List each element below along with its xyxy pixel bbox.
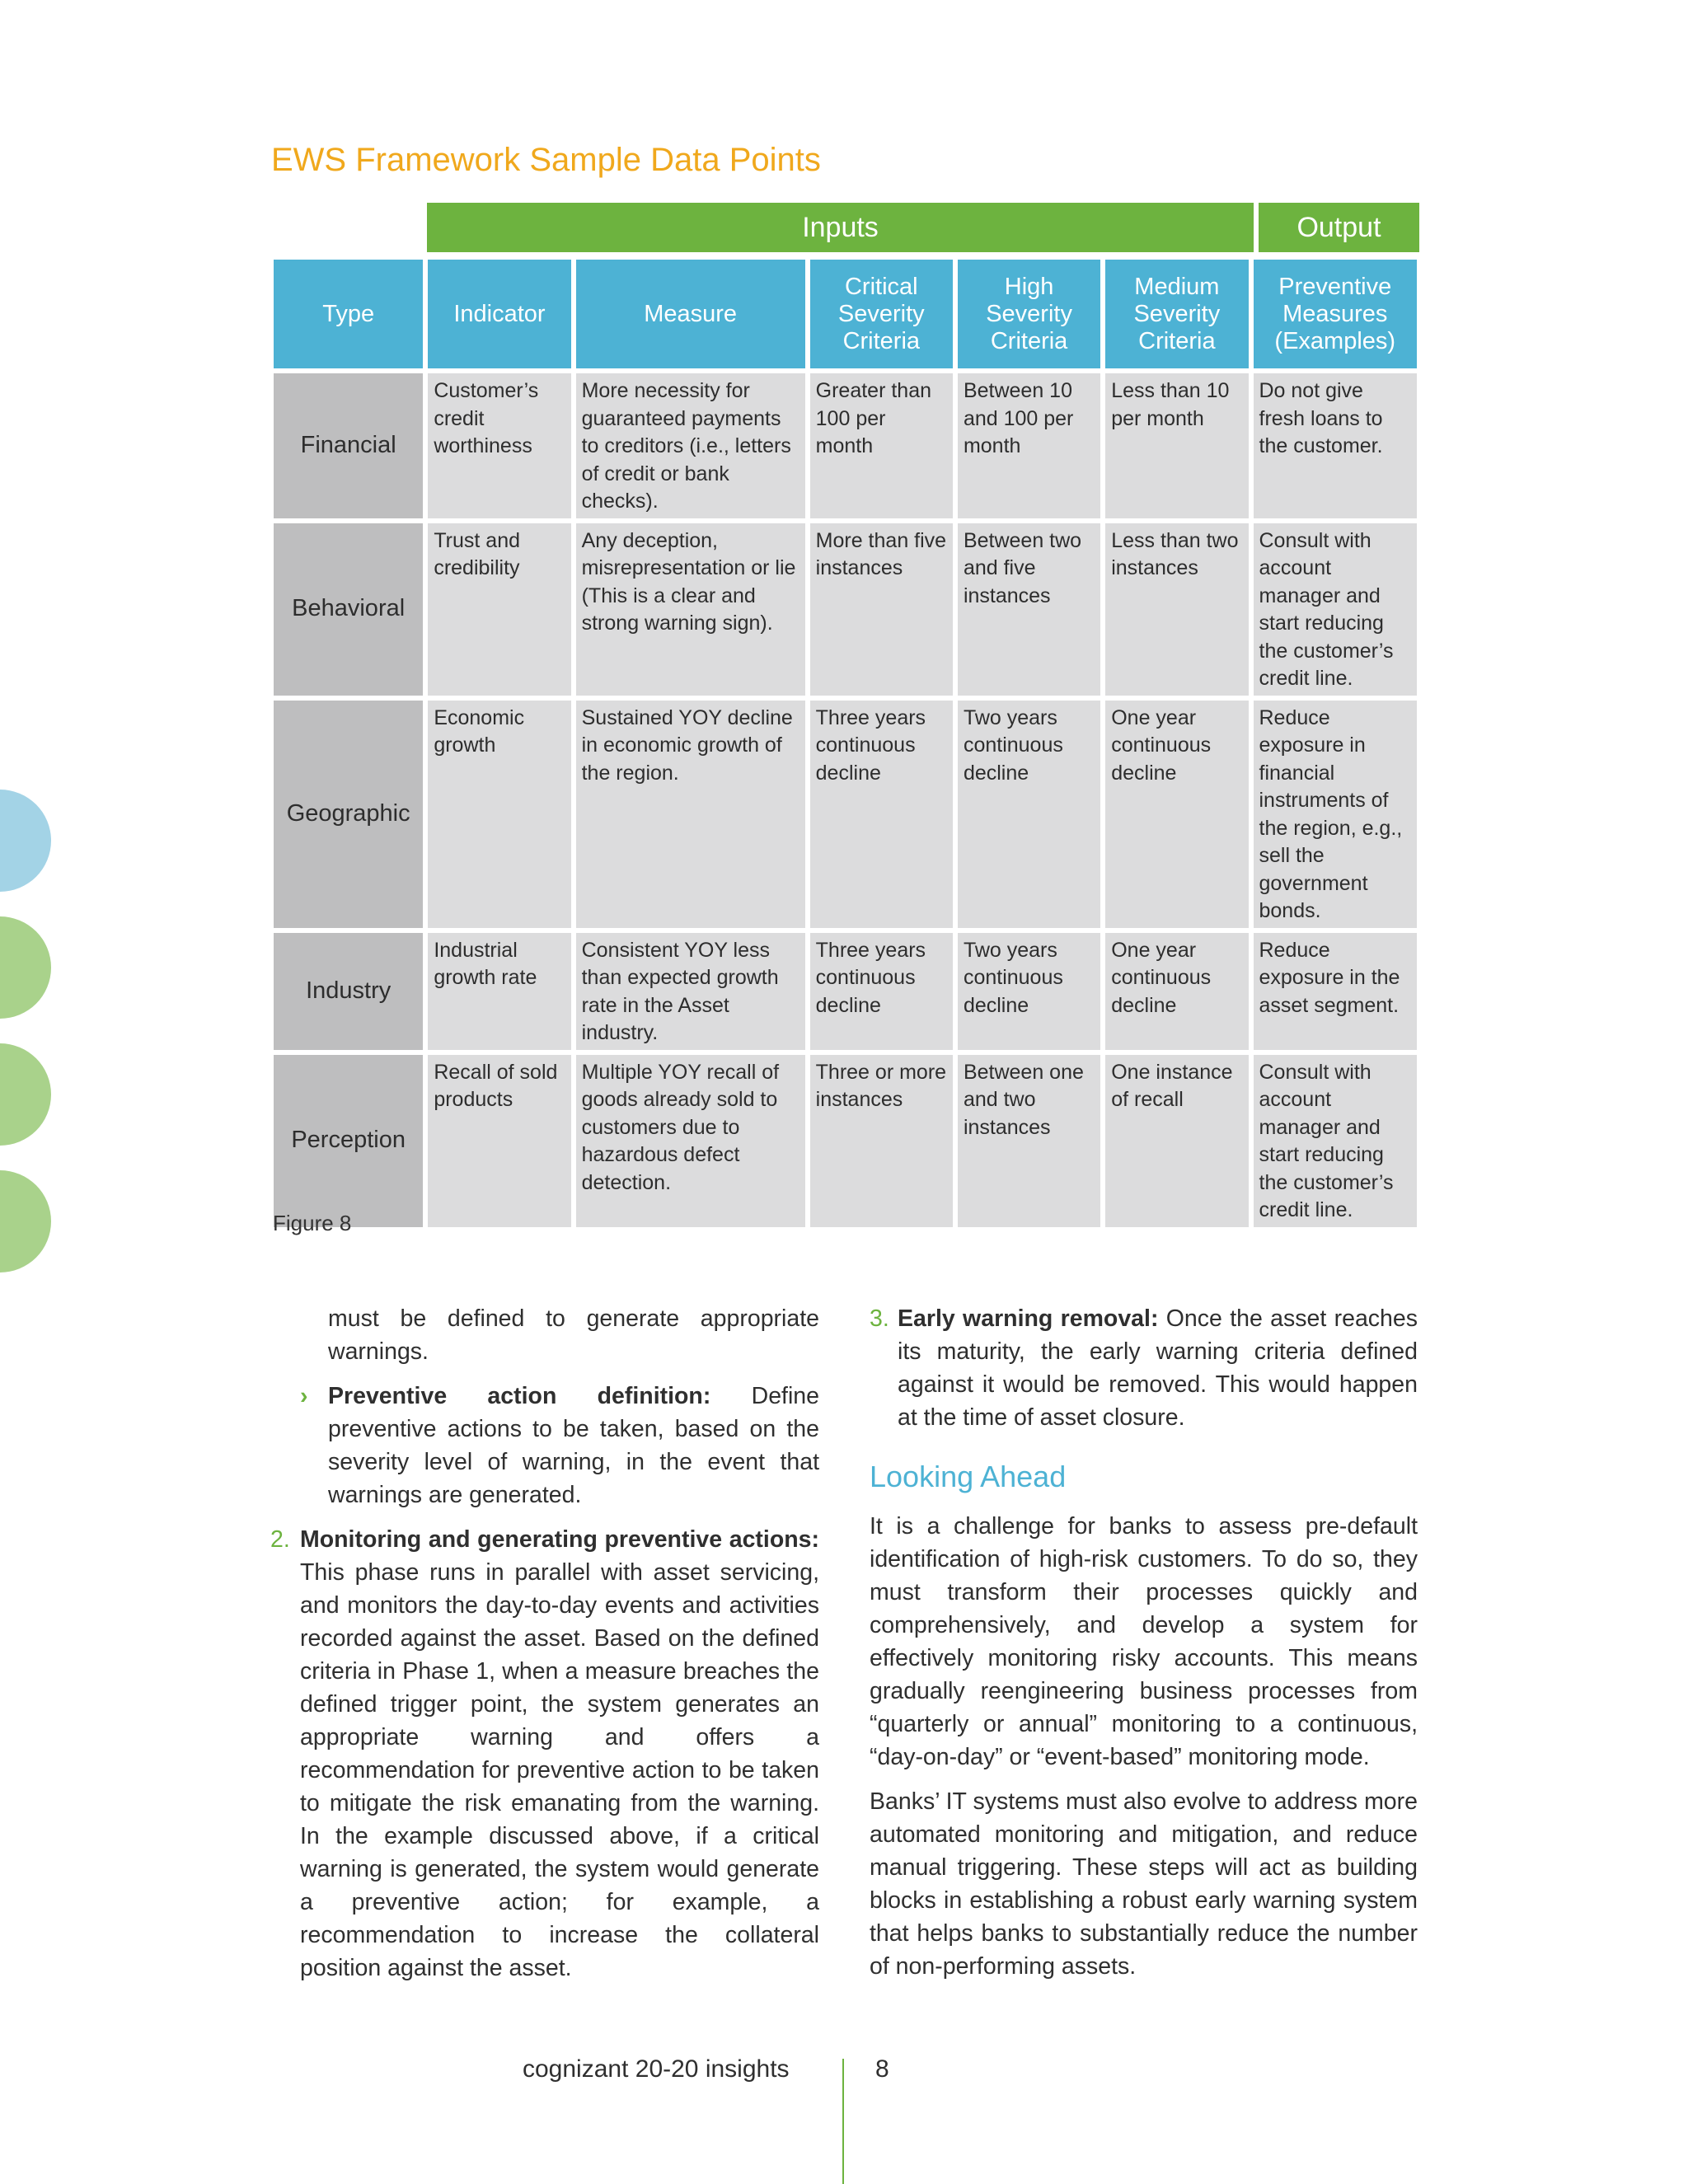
header-measure: Measure [576, 260, 805, 368]
table-header-row [274, 260, 1417, 368]
row-indicator: Recall of sold products [428, 1055, 570, 1227]
bullet-text: Define preventive actions to be taken, based on the severity level of warning, in the event that warnings are generated. [328, 1383, 819, 1508]
row-critical: Three or more instances [810, 1055, 953, 1227]
looking-ahead-paragraph-1: It is a challenge for banks to assess pre-default identification of high-risk customers. To do so, they must transform their processes quickly and comprehensively, and develop a system for effectively monitoring risky accounts. This means gradually reengineering business processes from “quarterly or annual” monitoring to a continuous, “day-on-day” or “event-based” monitoring mode. [870, 1513, 1418, 1770]
table-row [274, 523, 1417, 696]
bullet-preventive-action [300, 1380, 819, 1511]
row-measure: Consistent YOY less than expected growth rate in the Asset industry. [576, 933, 805, 1050]
row-medium: Less than 10 per month [1105, 373, 1248, 518]
row-type: Industry [274, 933, 423, 1050]
row-high: Between two and five instances [958, 523, 1100, 696]
left-column [270, 1302, 819, 1985]
row-high: Two years continuous decline [958, 933, 1100, 1050]
row-preventive: Reduce exposure in the asset segment. [1254, 933, 1418, 1050]
row-preventive: Do not give fresh loans to the customer. [1254, 373, 1418, 518]
row-indicator: Trust and credibility [428, 523, 570, 696]
row-high: Two years continuous decline [958, 701, 1100, 928]
row-indicator: Economic growth [428, 701, 570, 928]
row-critical: Greater than 100 per month [810, 373, 953, 518]
bullet-title: Preventive action definition: [328, 1383, 711, 1409]
item-paragraph [300, 1523, 819, 1985]
item-title: Early warning removal: [898, 1305, 1159, 1332]
decorative-circle-green [0, 1043, 51, 1146]
row-indicator: Customer’s credit worthiness [428, 373, 570, 518]
decorative-circle-green [0, 1170, 51, 1272]
figure-caption: Figure 8 [273, 1211, 352, 1235]
right-column [870, 1302, 1418, 1983]
row-measure: Sustained YOY decline in economic growth of the region. [576, 701, 805, 928]
row-type: Financial [274, 373, 423, 518]
item-title: Monitoring and generating preventive actions: [300, 1526, 819, 1553]
row-type: Geographic [274, 701, 423, 928]
item-text: Once the asset reaches its maturity, the early warning criteria defined against it would be removed. This would happen at the time of asset closure. [898, 1305, 1418, 1431]
header-type: Type [274, 260, 423, 368]
header-critical-severity: Critical Severity Criteria [810, 260, 953, 368]
row-critical: More than five instances [810, 523, 953, 696]
row-high: Between one and two instances [958, 1055, 1100, 1227]
table-row [274, 373, 1417, 518]
footer-divider [842, 2059, 844, 2184]
row-measure: Any deception, misrepresentation or lie (This is a clear and strong warning sign). [576, 523, 805, 696]
ews-framework-table [269, 255, 1422, 1232]
row-type: Perception [274, 1055, 423, 1227]
header-medium-severity: Medium Severity Criteria [1105, 260, 1248, 368]
header-indicator: Indicator [428, 260, 570, 368]
row-medium: One year continuous decline [1105, 933, 1248, 1050]
row-medium: Less than two instances [1105, 523, 1248, 696]
row-medium: One instance of recall [1105, 1055, 1248, 1227]
list-item-2 [270, 1523, 819, 1985]
row-preventive: Consult with account manager and start reducing the customer’s credit line. [1254, 523, 1418, 696]
footer-publication: cognizant 20-20 insights [523, 2055, 790, 2083]
row-medium: One year continuous decline [1105, 701, 1248, 928]
table-row [274, 933, 1417, 1050]
continuation-paragraph: must be defined to generate appropriate warnings. [328, 1305, 819, 1365]
output-band: Output [1259, 203, 1419, 252]
section-heading: Looking Ahead [870, 1460, 1067, 1493]
header-preventive-measures: Preventive Measures (Examples) [1254, 260, 1418, 368]
table-row [274, 701, 1417, 928]
row-measure: Multiple YOY recall of goods already sold to customers due to hazardous defect detection. [576, 1055, 805, 1227]
page-number: 8 [875, 2055, 889, 2083]
row-indicator: Industrial growth rate [428, 933, 570, 1050]
row-type: Behavioral [274, 523, 423, 696]
row-critical: Three years continuous decline [810, 701, 953, 928]
table-row [274, 1055, 1417, 1227]
row-preventive: Consult with account manager and start reducing the customer’s credit line. [1254, 1055, 1418, 1227]
inputs-band: Inputs [427, 203, 1254, 252]
chevron-right-icon: › [300, 1383, 308, 1409]
header-high-severity: High Severity Criteria [958, 260, 1100, 368]
bullet-paragraph [328, 1380, 819, 1511]
figure-title: EWS Framework Sample Data Points [271, 142, 821, 178]
row-measure: More necessity for guaranteed payments to creditors (i.e., letters of credit or bank checks). [576, 373, 805, 518]
looking-ahead-paragraph-2: Banks’ IT systems must also evolve to address more automated monitoring and mitigation, and reduce manual triggering. These steps will act as building blocks in establishing a robust early warning system that helps banks to substantially reduce the number of non-performing assets. [870, 1788, 1418, 1980]
item-paragraph [898, 1302, 1418, 1434]
row-critical: Three years continuous decline [810, 933, 953, 1050]
decorative-circle-blue [0, 790, 51, 892]
decorative-circle-green [0, 916, 51, 1019]
item-number: 3. [870, 1305, 889, 1332]
row-high: Between 10 and 100 per month [958, 373, 1100, 518]
item-number: 2. [270, 1526, 290, 1553]
item-text: This phase runs in parallel with asset servicing, and monitors the day-to-day events and activities recorded against the asset. Based on the defined criteria in Phase 1, when a measure breaches the defined trigger point, the system generates an appropriate warning and offers a recommendation for preventive action to be taken to mitigate the risk emanating from the warning. In the example discussed above, if a critical warning is generated, the system would generate a preventive action; for example, a recommendation to increase the collateral position against the asset. [300, 1559, 819, 1981]
row-preventive: Reduce exposure in financial instruments of the region, e.g., sell the government bonds. [1254, 701, 1418, 928]
list-item-3 [870, 1302, 1418, 1434]
